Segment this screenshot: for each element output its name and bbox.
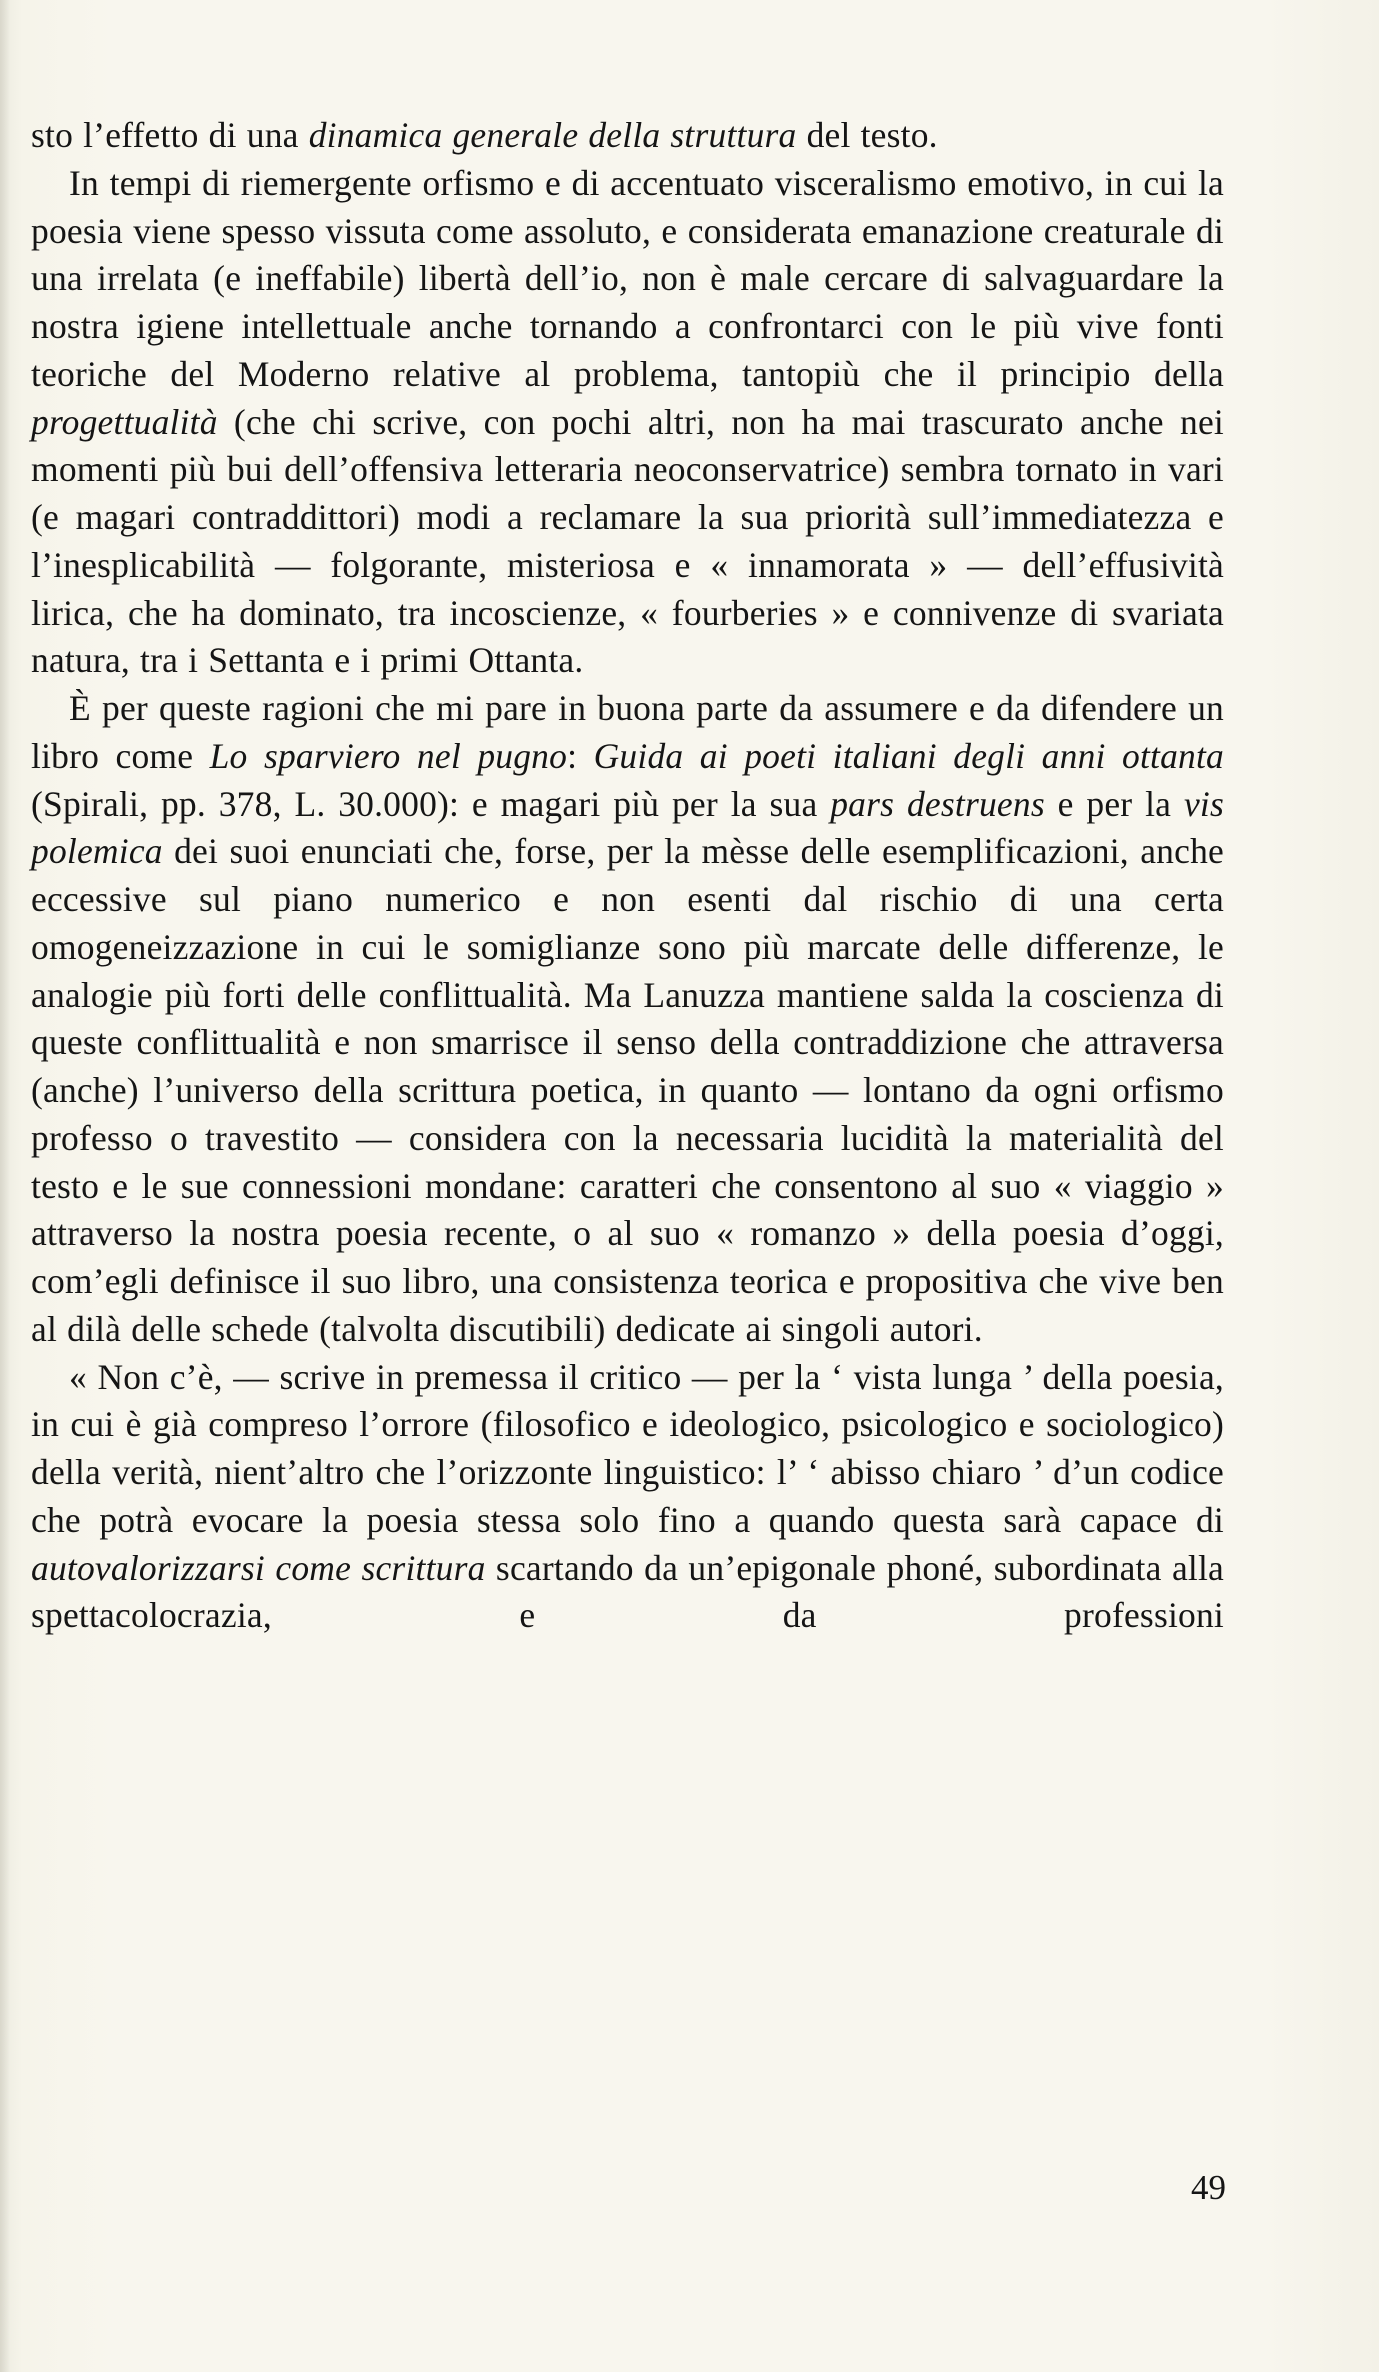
text-run: :: [567, 735, 594, 776]
page-number: 49: [1191, 2168, 1226, 2207]
text-run: scartando da un’epigonale phoné, subordinata alla spettacolocrazia, e da professioni: [31, 1547, 1224, 1636]
paragraph-3: [31, 685, 1224, 1354]
italic-run: progettualità: [31, 401, 218, 442]
italic-run: autovalorizzarsi come scrittura: [31, 1547, 486, 1588]
italic-run: dinamica generale della struttura: [308, 115, 797, 155]
text-run: « Non c’è, — scrive in premessa il critico — per la ‘ vista lunga ’ della poesia, in cui è già compreso l’orrore (filosofico e ideologico, psicologico e sociologico) della verità, nient’altro che l’orizzonte linguistico: l’ ‘ abisso chiaro ’ d’un codice che potrà evocare la poesia stessa solo fino a quando questa sarà capace di: [31, 1356, 1224, 1540]
italic-run: Lo sparviero nel pugno: [209, 735, 568, 776]
paragraph-2: [31, 160, 1224, 685]
text-run: (che chi scrive, con pochi altri, non ha mai trascurato anche nei momenti più bui dell’offensiva letteraria neoconservatrice) sembra tornato in vari (e magari contraddittori) modi a reclamare la sua priorità sull’immediatezza e l’inesplicabilità — folgorante, misteriosa e « innamorata » — dell’effusività lirica, che ha dominato, tra incoscienze, « fourberies » e connivenze di svariata natura, tra i Settanta e i primi Ottanta.: [31, 401, 1224, 681]
italic-run: Guida ai poeti italiani degli anni ottanta: [593, 735, 1225, 776]
page-binding-shadow: [0, 0, 10, 2372]
text-run: In tempi di riemergente orfismo e di accentuato visceralismo emotivo, in cui la poesia viene spesso vissuta come assoluto, e considerata emanazione creaturale di una irrelata (e ineffabile) libertà dell’io, non è male cercare di salvaguardare la nostra igiene intellettuale anche tornando a confrontarci con le più vive fonti teoriche del Moderno relative al problema, tantopiù che il principio della: [31, 162, 1224, 394]
text-run: (Spirali, pp. 378, L. 30.000): e magari più per la sua: [31, 783, 831, 824]
italic-run: pars destruens: [830, 783, 1045, 824]
text-run: dei suoi enunciati che, forse, per la mèsse delle esemplificazioni, anche eccessive sul piano numerico e non esenti dal rischio di una certa omogeneizzazione in cui le somiglianze sono più marcate delle differenze, le analogie più forti delle conflittualità. Ma Lanuzza mantiene salda la coscienza di queste conflittualità e non smarrisce il senso della contraddizione che attraversa (anche) l’universo della scrittura poetica, in quanto — lontano da ogni orfismo professo o travestito — considera con la necessaria lucidità la materialità del testo e le sue connessioni mondane: caratteri che consentono al suo « viaggio » attraverso la nostra poesia recente, o al suo « romanzo » della poesia d’oggi, com’egli definisce il suo libro, una consistenza teorica e propositiva che vive ben al dilà delle schede (talvolta discutibili) dedicate ai singoli autori.: [31, 831, 1224, 1349]
text-run: e per la: [1044, 783, 1184, 824]
paragraph-4: [31, 1354, 1224, 1641]
text-run: sto l’effetto di una: [31, 115, 309, 155]
text-run: È per queste ragioni che mi pare in buona parte da assumere e da difendere un libro come: [31, 688, 1224, 776]
paragraph-1: [31, 112, 1224, 160]
body-text: [31, 112, 1224, 1640]
italic-run: vis polemica: [31, 783, 1224, 872]
text-run: del testo.: [796, 115, 938, 155]
